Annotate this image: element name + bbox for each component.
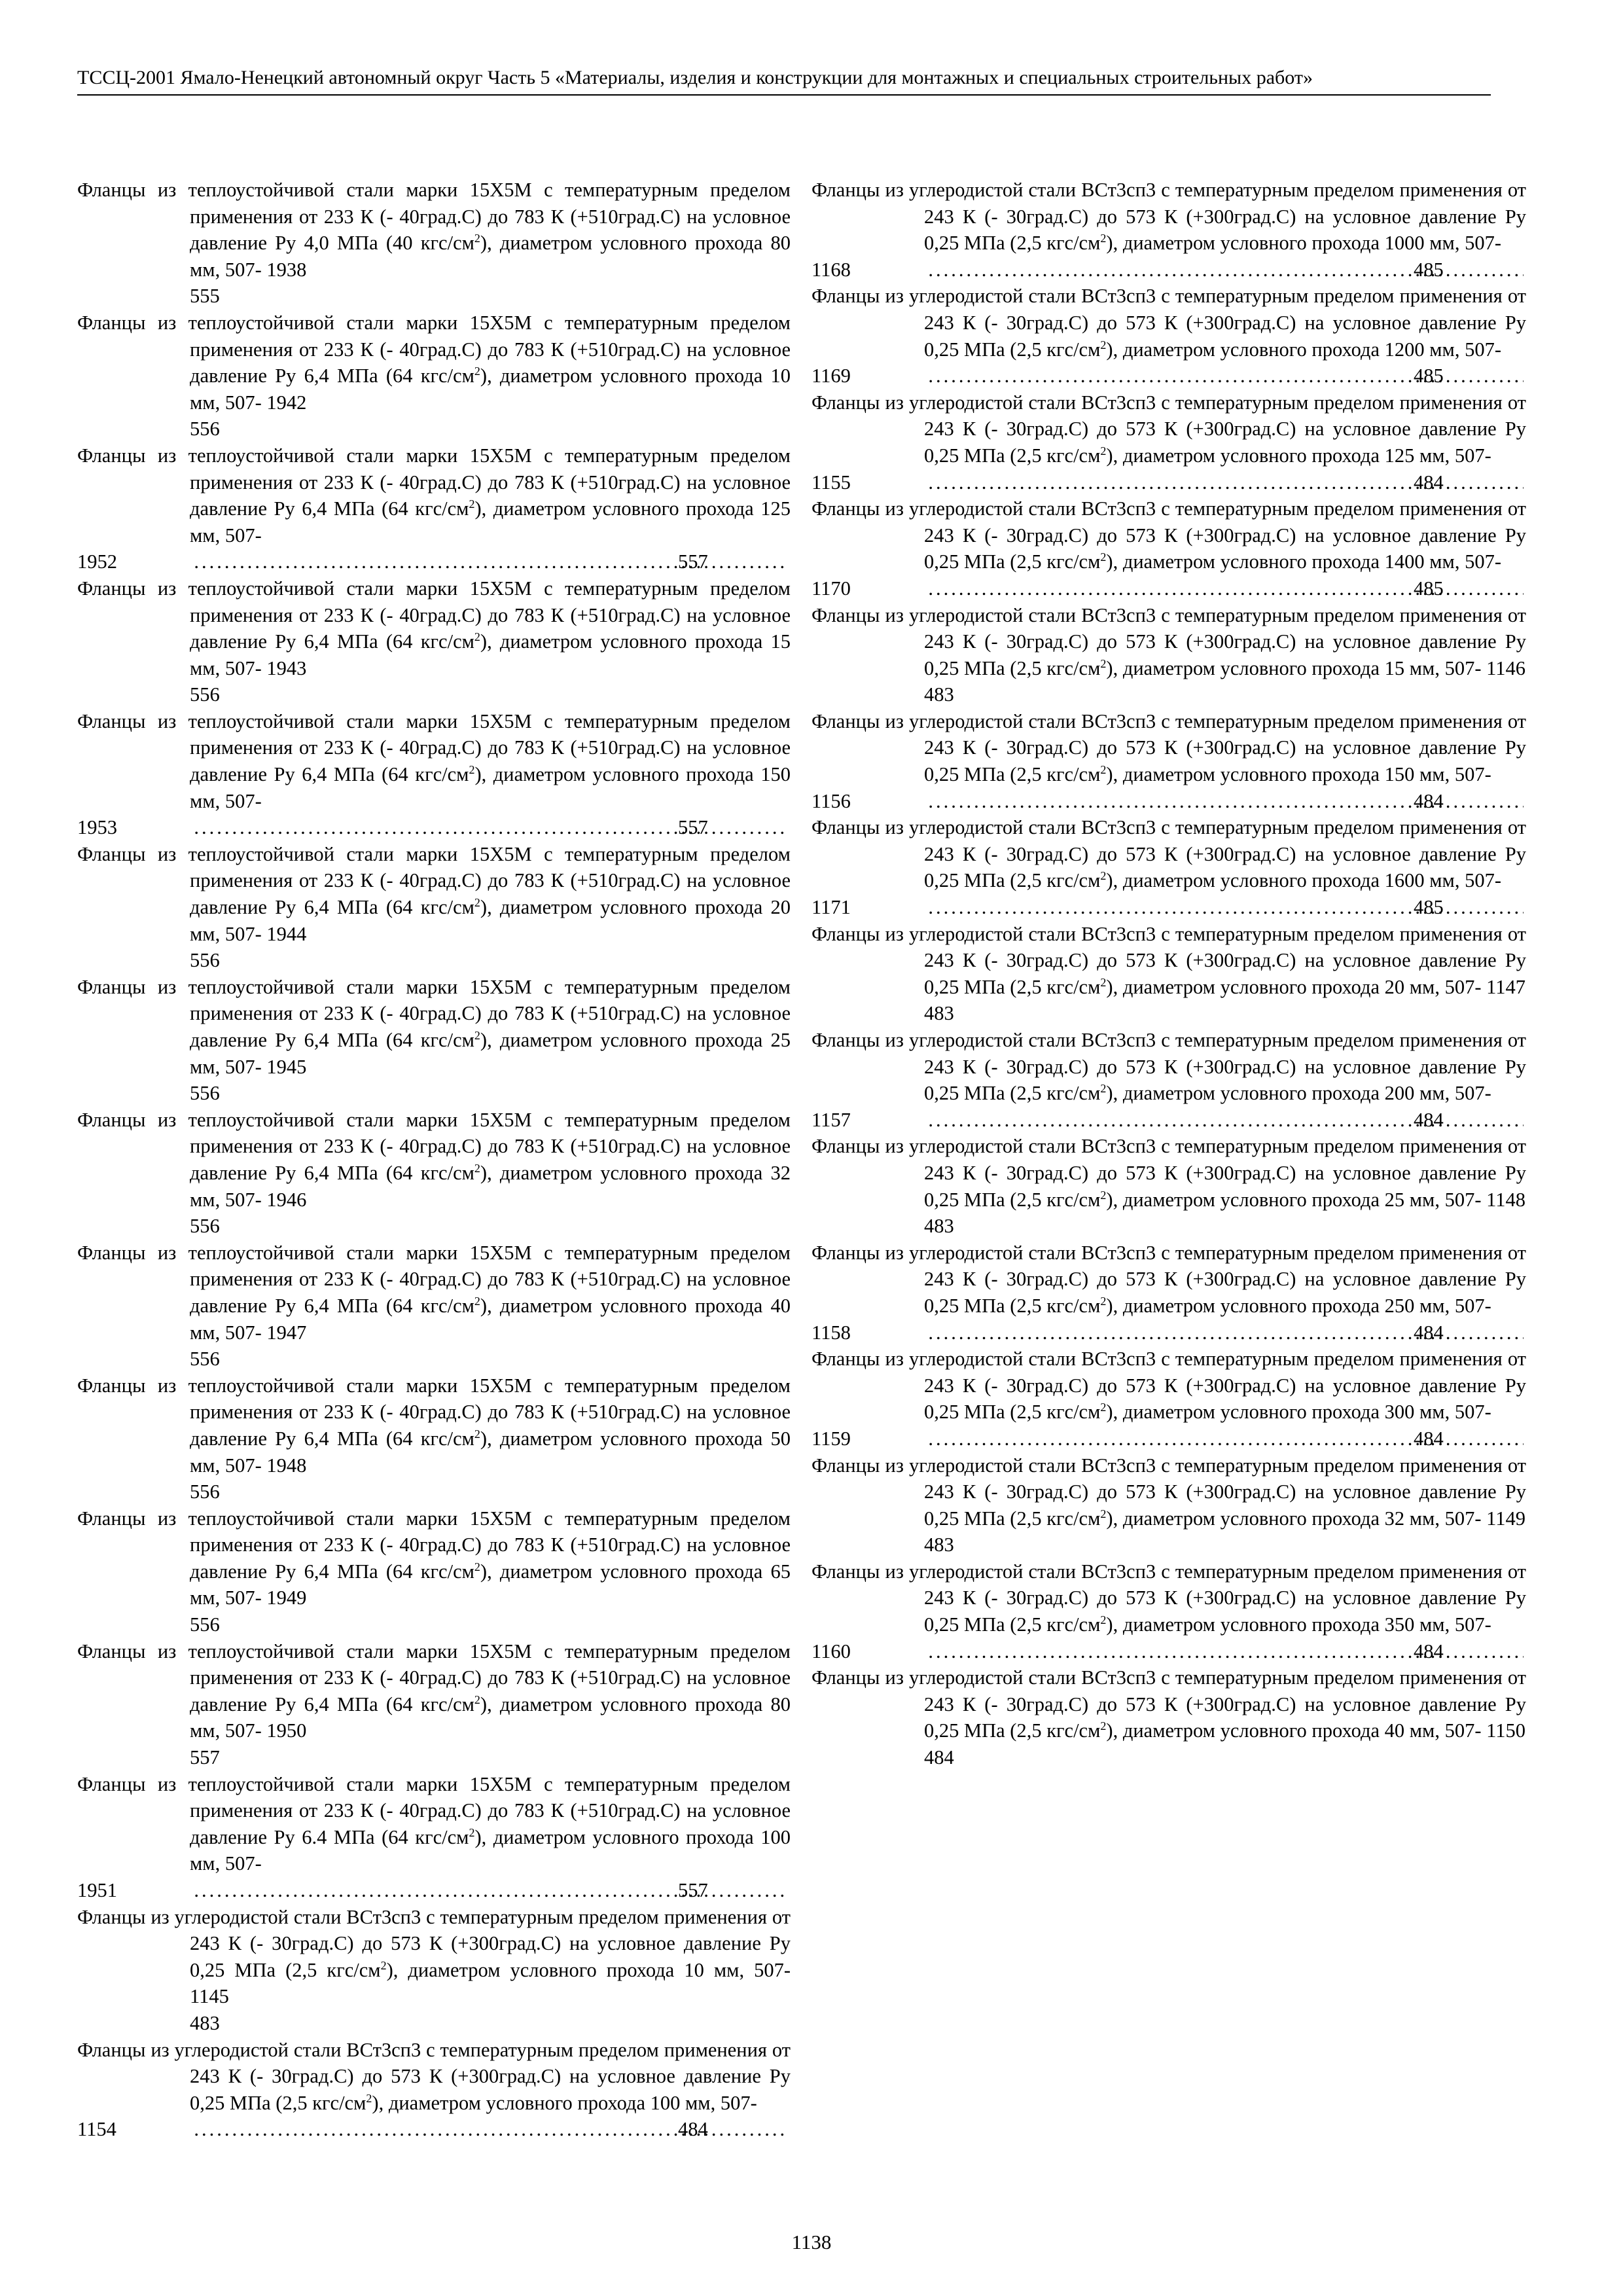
reference-line: 1154 ..... 484 [190,2116,791,2143]
unit-superscript: 2 [469,1825,475,1839]
entry-text: Фланцы из углеродистой стали ВСт3сп3 с температурным пределом применения от 243 К (- 30град.С) до 573 К (+300град.С) на условное давление Ру 0,25 МПа (2,5 кгс/см [812,1560,1526,1636]
index-entry [77,177,791,310]
reference-line: 1157 ..... 484 [924,1107,1526,1134]
entry-text: Фланцы из углеродистой стали ВСт3сп3 с температурным пределом применения от 243 К (- 30град.С) до 573 К (+300град.С) на условное давление Ру 0,25 МПа (2,5 кгс/см [812,391,1526,467]
index-entry [812,1133,1526,1239]
entry-text: Фланцы из углеродистой стали ВСт3сп3 с температурным пределом применения от 243 К (- 30град.С) до 573 К (+300град.С) на условное давление Ру 0,25 МПа (2,5 кгс/см [77,1905,791,1981]
unit-superscript: 2 [474,1560,480,1573]
index-entry [812,814,1526,920]
reference-line: 1170 ..... 485 [924,575,1526,602]
index-entry [77,1372,791,1505]
entry-text-tail: ), диаметром условного прохода 20 мм, 507- 1944 [190,896,791,945]
page-number: 1138 [791,2231,832,2253]
entry-text-tail: ), диаметром условного прохода 65 мм, 507- 1949 [190,1560,791,1609]
entry-text: Фланцы из углеродистой стали ВСт3сп3 с температурным пределом применения от 243 К (- 30град.С) до 573 К (+300град.С) на условное давление Ру 0,25 МПа (2,5 кгс/см [77,2038,791,2114]
reference-line: 1952 ..... 557 [190,548,791,575]
entry-text-tail: ), диаметром условного прохода 80 мм, 507- 1950 [190,1693,791,1742]
entry-text-tail: ), диаметром условного прохода 15 мм, 507- 1943 [190,630,791,679]
entry-text-tail: ), диаметром условного прохода 32 мм, 507- 1946 [190,1161,791,1211]
reference-line: 1168 ..... 485 [924,257,1526,283]
entry-text: Фланцы из углеродистой стали ВСт3сп3 с температурным пределом применения от 243 К (- 30град.С) до 573 К (+300град.С) на условное давление Ру 0,25 МПа (2,5 кгс/см [812,603,1526,679]
page-reference: 557 [190,1746,220,1769]
entry-text-tail: ), диаметром условного прохода 125 мм, 507- [190,497,791,547]
entry-text-tail: ), диаметром условного прохода 100 мм, 507- [372,2091,757,2114]
unit-superscript: 2 [1100,444,1107,457]
entry-text-tail: ), диаметром условного прохода 10 мм, 507- 1942 [190,365,791,414]
entry-text-tail: ), диаметром условного прохода 10 мм, 507- 1145 [190,1958,791,2008]
entry-text-tail: ), диаметром условного прохода 200 мм, 507- [1106,1082,1491,1105]
unit-superscript: 2 [1100,975,1107,989]
unit-superscript: 2 [366,2091,372,2105]
page-reference: 483 [924,1002,954,1025]
page-header: ТССЦ-2001 Ямало-Ненецкий автономный округ Часть 5 «Материалы, изделия и конструкции для монтажных и специальных строительных работ» [77,65,1491,96]
index-entry [812,495,1526,601]
entry-text-tail: ), диаметром условного прохода 1600 мм, 507- [1106,869,1502,892]
page-reference: 556 [190,1348,220,1371]
unit-superscript: 2 [1100,1082,1107,1096]
entry-text: Фланцы из углеродистой стали ВСт3сп3 с температурным пределом применения от 243 К (- 30град.С) до 573 К (+300град.С) на условное давление Ру 0,25 МПа (2,5 кгс/см [812,497,1526,573]
page-reference: 556 [190,949,220,972]
index-entry [812,1558,1526,1664]
entry-text: Фланцы из углеродистой стали ВСт3сп3 с температурным пределом применения от 243 К (- 30град.С) до 573 К (+300град.С) на условное давление Ру 0,25 МПа (2,5 кгс/см [812,285,1526,361]
entry-text-tail: ), диаметром условного прохода 100 мм, 507- [190,1825,791,1875]
entry-text-tail: ), диаметром условного прохода 1000 мм, 507- [1106,232,1502,255]
entry-text: Фланцы из углеродистой стали ВСт3сп3 с температурным пределом применения от 243 К (- 30град.С) до 573 К (+300град.С) на условное давление Ру 0,25 МПа (2,5 кгс/см [812,179,1526,255]
reference-line: 1159 ..... 484 [924,1426,1526,1452]
index-entry [77,2037,791,2143]
reference-line: 1156 ..... 484 [924,788,1526,815]
entry-text: Фланцы из углеродистой стали ВСт3сп3 с температурным пределом применения от 243 К (- 30град.С) до 573 К (+300град.С) на условное давление Ру 0,25 МПа (2,5 кгс/см [812,1454,1526,1530]
entry-text-tail: ), диаметром условного прохода 20 мм, 507- 1147 [1106,975,1526,998]
index-entry [812,1240,1526,1346]
unit-superscript: 2 [474,895,480,909]
unit-superscript: 2 [474,1693,480,1706]
page-reference: 555 [190,285,220,308]
index-entry [812,1027,1526,1133]
entry-text: Фланцы из теплоустойчивой стали марки 15Х5М с температурным пределом применения от 233 К (- 40град.С) до 783 К (+510град.С) на условное давление Ру 6,4 МПа (64 кгс/см [77,577,791,653]
entry-text: Фланцы из теплоустойчивой стали марки 15Х5М с температурным пределом применения от 233 К (- 40град.С) до 783 К (+510град.С) на условное давление Ру 6,4 МПа (64 кгс/см [77,1374,791,1450]
page-reference: 556 [190,1613,220,1636]
unit-superscript: 2 [469,762,475,776]
unit-superscript: 2 [474,1427,480,1441]
entry-text-tail: ), диаметром условного прохода 15 мм, 507- 1146 [1106,656,1526,679]
index-entry [812,1346,1526,1452]
unit-superscript: 2 [1100,656,1107,670]
index-entry [77,974,791,1107]
entry-text-tail: ), диаметром условного прохода 125 мм, 507- [1106,444,1491,467]
reference-line: 1953 ..... 557 [190,814,791,841]
index-entry [77,1771,791,1904]
entry-text-tail: ), диаметром условного прохода 25 мм, 507- 1148 [1106,1188,1526,1211]
reference-line: 1155 ..... 484 [924,469,1526,496]
reference-line: 1160 ..... 484 [924,1638,1526,1665]
index-entry [77,310,791,442]
entry-text-tail: ), диаметром условного прохода 40 мм, 507- 1150 [1106,1719,1526,1742]
index-entry [812,921,1526,1027]
unit-superscript: 2 [1100,1294,1107,1308]
left-column [77,177,791,2143]
entry-text-tail: ), диаметром условного прохода 32 мм, 507- 1149 [1106,1507,1526,1530]
entry-text: Фланцы из углеродистой стали ВСт3сп3 с температурным пределом применения от 243 К (- 30град.С) до 573 К (+300град.С) на условное давление Ру 0,25 МПа (2,5 кгс/см [812,1666,1526,1742]
unit-superscript: 2 [474,1028,480,1042]
unit-superscript: 2 [1100,550,1107,564]
unit-superscript: 2 [474,365,480,378]
unit-superscript: 2 [474,1161,480,1175]
entry-text: Фланцы из углеродистой стали ВСт3сп3 с температурным пределом применения от 243 К (- 30град.С) до 573 К (+300град.С) на условное давление Ру 0,25 МПа (2,5 кгс/см [812,1029,1526,1105]
entry-text: Фланцы из теплоустойчивой стали марки 15Х5М с температурным пределом применения от 233 К (- 40град.С) до 783 К (+510град.С) на условное давление Ру 6,4 МПа (64 кгс/см [77,444,791,520]
entry-text-tail: ), диаметром условного прохода 250 мм, 507- [1106,1294,1491,1317]
entry-text: Фланцы из теплоустойчивой стали марки 15Х5М с температурным пределом применения от 233 К (- 40град.С) до 783 К (+510град.С) на условное давление Ру 6,4 МПа (64 кгс/см [77,709,791,786]
right-column [812,177,1526,1771]
entry-text: Фланцы из углеродистой стали ВСт3сп3 с температурным пределом применения от 243 К (- 30град.С) до 573 К (+300град.С) на условное давление Ру 0,25 МПа (2,5 кгс/см [812,1135,1526,1211]
entry-text-tail: ), диаметром условного прохода 350 мм, 507- [1106,1613,1491,1636]
index-entry [77,1505,791,1638]
entry-text-tail: ), диаметром условного прохода 300 мм, 507- [1106,1401,1491,1424]
unit-superscript: 2 [1100,1719,1107,1733]
index-entry [812,602,1526,708]
entry-text: Фланцы из теплоустойчивой стали марки 15Х5М с температурным пределом применения от 233 К (- 40град.С) до 783 К (+510град.С) на условное давление Ру 6.4 МПа (64 кгс/см [77,1772,791,1848]
entry-text-tail: ), диаметром условного прохода 1200 мм, 507- [1106,338,1502,361]
index-entry [812,177,1526,283]
entry-text-tail: ), диаметром условного прохода 1400 мм, 507- [1106,550,1502,573]
entry-text-tail: ), диаметром условного прохода 150 мм, 507- [1106,763,1491,786]
unit-superscript: 2 [1100,869,1107,883]
unit-superscript: 2 [1100,1613,1107,1626]
entry-text: Фланцы из углеродистой стали ВСт3сп3 с температурным пределом применения от 243 К (- 30град.С) до 573 К (+300град.С) на условное давление Ру 0,25 МПа (2,5 кгс/см [812,816,1526,892]
reference-line: 1951 ..... 557 [190,1877,791,1904]
index-entry [812,1664,1526,1770]
entry-text-tail: ), диаметром условного прохода 150 мм, 507- [190,763,791,812]
unit-superscript: 2 [1100,232,1107,245]
entry-text-tail: ), диаметром условного прохода 25 мм, 507- 1945 [190,1029,791,1078]
index-entry [812,389,1526,495]
index-entry [77,1240,791,1372]
entry-text: Фланцы из углеродистой стали ВСт3сп3 с температурным пределом применения от 243 К (- 30град.С) до 573 К (+300град.С) на условное давление Ру 0,25 МПа (2,5 кгс/см [812,1241,1526,1317]
unit-superscript: 2 [1100,338,1107,351]
page-reference: 484 [924,1746,954,1769]
entry-text: Фланцы из углеродистой стали ВСт3сп3 с температурным пределом применения от 243 К (- 30град.С) до 573 К (+300град.С) на условное давление Ру 0,25 МПа (2,5 кгс/см [812,922,1526,998]
entry-text-tail: ), диаметром условного прохода 40 мм, 507- 1947 [190,1294,791,1344]
unit-superscript: 2 [1100,1507,1107,1520]
entry-text: Фланцы из теплоустойчивой стали марки 15Х5М с температурным пределом применения от 233 К (- 40град.С) до 783 К (+510град.С) на условное давление Ру 4,0 МПа (40 кгс/см [77,179,791,255]
index-entry [77,575,791,708]
entry-text-tail: ), диаметром условного прохода 50 мм, 507- 1948 [190,1427,791,1477]
page-reference: 483 [924,683,954,706]
unit-superscript: 2 [469,497,475,511]
entry-text: Фланцы из теплоустойчивой стали марки 15Х5М с температурным пределом применения от 233 К (- 40град.С) до 783 К (+510град.С) на условное давление Ру 6,4 МПа (64 кгс/см [77,1108,791,1184]
index-entry [77,1904,791,2037]
entry-text: Фланцы из углеродистой стали ВСт3сп3 с температурным пределом применения от 243 К (- 30град.С) до 573 К (+300град.С) на условное давление Ру 0,25 МПа (2,5 кгс/см [812,709,1526,786]
page-reference: 483 [924,1215,954,1238]
entry-text: Фланцы из теплоустойчивой стали марки 15Х5М с температурным пределом применения от 233 К (- 40град.С) до 783 К (+510град.С) на условное давление Ру 6,4 МПа (64 кгс/см [77,975,791,1051]
entry-text: Фланцы из теплоустойчивой стали марки 15Х5М с температурным пределом применения от 233 К (- 40град.С) до 783 К (+510град.С) на условное давление Ру 6,4 МПа (64 кгс/см [77,1241,791,1317]
unit-superscript: 2 [474,232,480,245]
entry-text: Фланцы из теплоустойчивой стали марки 15Х5М с температурным пределом применения от 233 К (- 40град.С) до 783 К (+510град.С) на условное давление Ру 6,4 МПа (64 кгс/см [77,311,791,387]
unit-superscript: 2 [1100,762,1107,776]
page-reference: 556 [190,1480,220,1503]
index-entry [77,442,791,575]
page-reference: 483 [190,2011,220,2034]
index-entry [812,283,1526,389]
reference-line: 1158 ..... 484 [924,1319,1526,1346]
entry-text: Фланцы из теплоустойчивой стали марки 15Х5М с температурным пределом применения от 233 К (- 40град.С) до 783 К (+510град.С) на условное давление Ру 6,4 МПа (64 кгс/см [77,1640,791,1715]
page-reference: 556 [190,683,220,706]
entry-text-tail: ), диаметром условного прохода 80 мм, 507- 1938 [190,232,791,281]
unit-superscript: 2 [474,1294,480,1308]
entry-text: Фланцы из теплоустойчивой стали марки 15Х5М с температурным пределом применения от 233 К (- 40град.С) до 783 К (+510град.С) на условное давление Ру 6,4 МПа (64 кгс/см [77,842,791,919]
index-entry [812,1452,1526,1558]
page-reference: 556 [190,1215,220,1238]
page-reference: 556 [190,418,220,440]
unit-superscript: 2 [380,1958,387,1972]
unit-superscript: 2 [1100,1188,1107,1202]
index-entry [77,708,791,841]
page-reference: 556 [190,1082,220,1105]
index-entry [77,841,791,974]
entry-text: Фланцы из теплоустойчивой стали марки 15Х5М с температурным пределом применения от 233 К (- 40град.С) до 783 К (+510град.С) на условное давление Ру 6,4 МПа (64 кгс/см [77,1507,791,1583]
index-entry [77,1107,791,1240]
index-entry [812,708,1526,814]
unit-superscript: 2 [1100,1401,1107,1414]
reference-line: 1169 ..... 485 [924,363,1526,389]
unit-superscript: 2 [474,630,480,643]
index-entry [77,1638,791,1771]
reference-line: 1171 ..... 485 [924,894,1526,921]
page-reference: 483 [924,1534,954,1556]
entry-text: Фланцы из углеродистой стали ВСт3сп3 с температурным пределом применения от 243 К (- 30град.С) до 573 К (+300град.С) на условное давление Ру 0,25 МПа (2,5 кгс/см [812,1348,1526,1424]
